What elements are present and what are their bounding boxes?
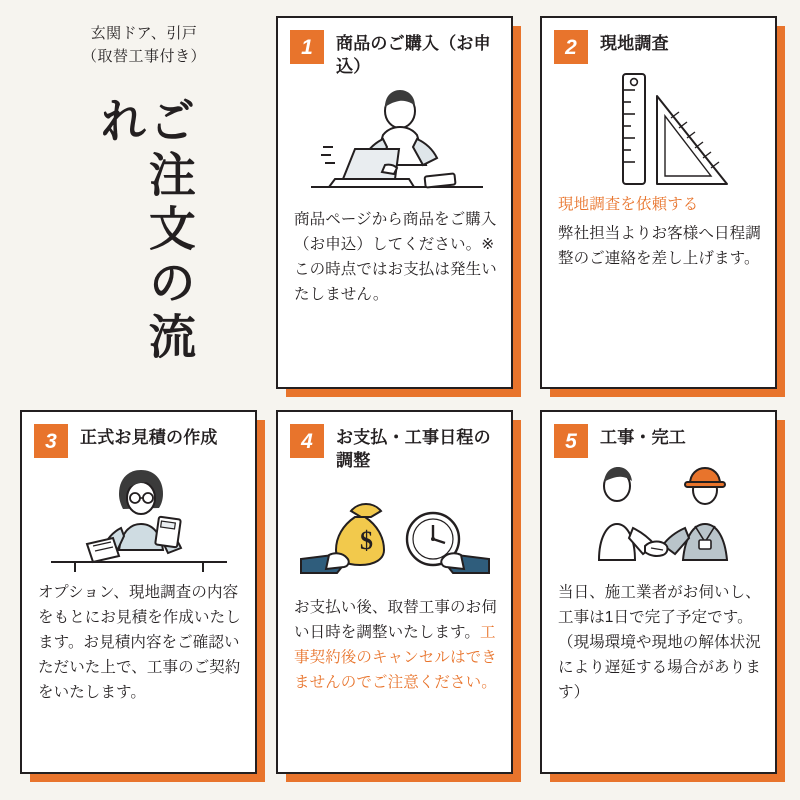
step-body-highlight: 工事契約後のキャンセルはできませんのでご注意ください。 [294, 623, 497, 692]
card-accent-bar [513, 420, 521, 782]
step-body: オプション、現地調査の内容をもとにお見積を作成いたします。お見積内容をご確認いただいた上で、工事のご契約をいたします。 [38, 584, 241, 702]
card-header [542, 18, 775, 68]
person-at-laptop-icon [286, 83, 503, 201]
title-block [28, 22, 260, 392]
step-number-badge: 3 [34, 424, 68, 458]
card-accent-bar [257, 420, 265, 782]
step-body: 商品ページから商品をご購入（お申込）してください。※この時点ではお支払は発生いたしません。 [294, 210, 497, 304]
card-accent-bar [513, 26, 521, 397]
card-header [278, 412, 511, 477]
step-number-badge: 1 [290, 30, 324, 64]
step-number-badge: 4 [290, 424, 324, 458]
page-title: ご注文の流れ [94, 96, 196, 366]
svg-text:$: $ [359, 525, 373, 555]
step-card-1 [276, 16, 513, 389]
step-card-5 [540, 410, 777, 774]
product-name-line1: 玄関ドア、引戸 [90, 25, 198, 42]
step-body-text: お支払い後、取替工事のお伺い日時を調整いたします。 [294, 598, 497, 641]
step-number-badge: 5 [554, 424, 588, 458]
card-header [542, 412, 775, 462]
step-body [542, 186, 775, 283]
step-accent-text: 現地調査を依頼する [558, 196, 699, 213]
step-body [278, 589, 511, 707]
step-title: 工事・完工 [600, 428, 686, 447]
handshake-worker-icon [550, 462, 767, 574]
ruler-and-triangle-icon [550, 68, 767, 186]
step-card-4 [276, 410, 513, 774]
money-bag-and-clock-icon [286, 477, 503, 589]
step-title: 正式お見積の作成 [80, 428, 218, 447]
step-body: 当日、施工業者がお伺いし、工事は1日で完了予定です。（現場環境や現地の解体状況により遅延する場合があります） [558, 584, 761, 702]
step-title: 商品のご購入（お申込） [336, 34, 491, 76]
step-body-text: 弊社担当よりお客様へ日程調整のご連絡を差し上げます。 [558, 225, 761, 268]
step-title: お支払・工事日程の調整 [336, 428, 491, 470]
product-name-line2: （取替工事付き） [81, 48, 206, 66]
woman-with-calculator-icon [30, 462, 247, 574]
step-title: 現地調査 [600, 34, 669, 53]
card-header [278, 18, 511, 83]
step-number-badge: 2 [554, 30, 588, 64]
step-card-2 [540, 16, 777, 389]
card-accent-bar [777, 26, 785, 397]
step-card-3 [20, 410, 257, 774]
card-accent-bar [777, 420, 785, 782]
card-header [22, 412, 255, 462]
product-name [28, 22, 260, 69]
